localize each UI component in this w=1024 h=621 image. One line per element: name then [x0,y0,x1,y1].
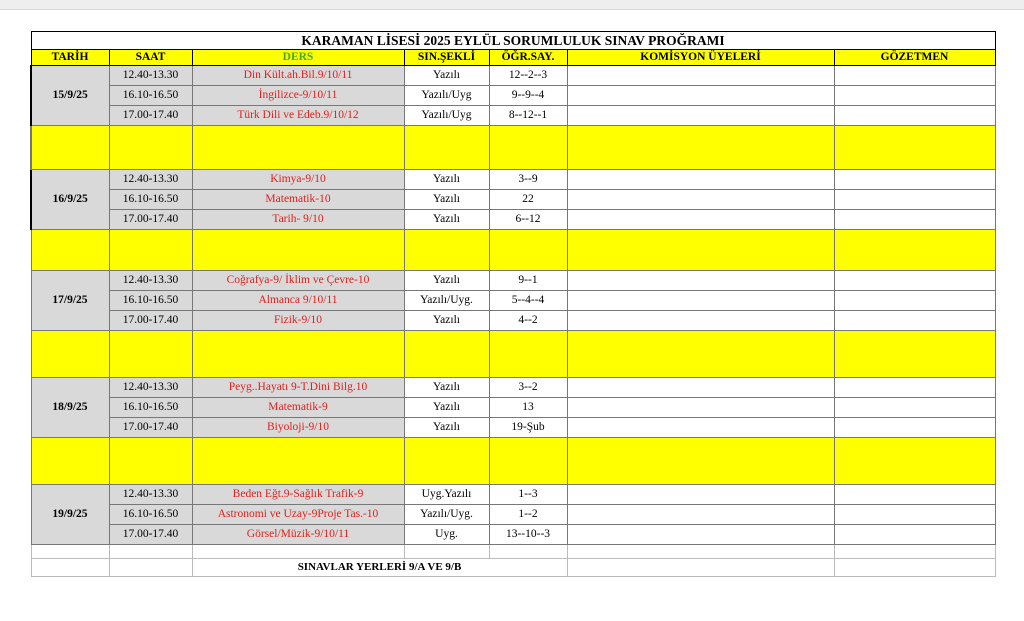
proctor-cell[interactable] [834,378,995,398]
subject-cell: Görsel/Müzik-9/10/11 [192,525,404,545]
spacer-cell [109,230,192,271]
committee-cell[interactable] [567,210,834,230]
table-row [31,271,995,291]
empty-cell [31,545,109,559]
spacer-cell [489,230,567,271]
table-row [31,311,995,331]
committee-cell[interactable] [567,485,834,505]
table-row [31,190,995,210]
student-count-cell: 9--9--4 [489,86,567,106]
time-cell: 12.40-13.30 [109,271,192,291]
empty-cell [834,559,995,577]
committee-cell[interactable] [567,170,834,190]
spacer-cell [834,126,995,170]
proctor-cell[interactable] [834,418,995,438]
committee-cell[interactable] [567,311,834,331]
student-count-cell: 1--2 [489,505,567,525]
table-row [31,170,995,190]
subject-cell: Coğrafya-9/ İklim ve Çevre-10 [192,271,404,291]
table-row [31,418,995,438]
table-row [31,66,995,86]
exam-type-cell: Yazılı [404,170,489,190]
exam-type-cell: Uyg. [404,525,489,545]
student-count-cell: 19-Şub [489,418,567,438]
student-count-cell: 4--2 [489,311,567,331]
spacer-cell [192,230,404,271]
time-cell: 16.10-16.50 [109,398,192,418]
proctor-cell[interactable] [834,525,995,545]
proctor-cell[interactable] [834,311,995,331]
exam-type-cell: Yazılı/Uyg. [404,291,489,311]
committee-cell[interactable] [567,378,834,398]
spacer-cell [834,438,995,485]
spacer-row [31,126,995,170]
table-row [31,525,995,545]
proctor-cell[interactable] [834,106,995,126]
time-cell: 12.40-13.30 [109,378,192,398]
empty-cell [109,545,192,559]
spacer-cell [489,438,567,485]
spacer-cell [834,230,995,271]
header-komisyon: KOMİSYON ÜYELERİ [567,50,834,66]
proctor-cell[interactable] [834,86,995,106]
header-ogrenci-sayisi: ÖĞR.SAY. [489,50,567,66]
empty-row [31,545,995,559]
date-cell: 18/9/25 [31,378,109,438]
committee-cell[interactable] [567,271,834,291]
proctor-cell[interactable] [834,485,995,505]
committee-cell[interactable] [567,66,834,86]
spacer-row [31,230,995,271]
committee-cell[interactable] [567,291,834,311]
spacer-cell [31,331,109,378]
proctor-cell[interactable] [834,170,995,190]
subject-cell: Fizik-9/10 [192,311,404,331]
empty-cell [489,545,567,559]
spacer-cell [834,331,995,378]
subject-cell: Türk Dili ve Edeb.9/10/12 [192,106,404,126]
committee-cell[interactable] [567,398,834,418]
table-row [31,398,995,418]
footer-row [31,559,995,577]
time-cell: 16.10-16.50 [109,291,192,311]
time-cell: 16.10-16.50 [109,86,192,106]
committee-cell[interactable] [567,505,834,525]
spacer-cell [489,331,567,378]
spacer-cell [31,438,109,485]
empty-cell [109,559,192,577]
student-count-cell: 13--10--3 [489,525,567,545]
header-saat: SAAT [109,50,192,66]
proctor-cell[interactable] [834,190,995,210]
exam-type-cell: Yazılı [404,66,489,86]
time-cell: 12.40-13.30 [109,170,192,190]
student-count-cell: 3--2 [489,378,567,398]
subject-cell: Din Kült.ah.Bil.9/10/11 [192,66,404,86]
time-cell: 17.00-17.40 [109,210,192,230]
subject-cell: Tarih- 9/10 [192,210,404,230]
subject-cell: Beden Eğt.9-Sağlık Trafik-9 [192,485,404,505]
proctor-cell[interactable] [834,398,995,418]
date-cell: 15/9/25 [31,66,109,126]
time-cell: 12.40-13.30 [109,66,192,86]
time-cell: 17.00-17.40 [109,418,192,438]
student-count-cell: 12--2--3 [489,66,567,86]
spacer-cell [567,230,834,271]
empty-cell [834,545,995,559]
spacer-cell [567,331,834,378]
student-count-cell: 8--12--1 [489,106,567,126]
header-tarih: TARİH [31,50,109,66]
empty-cell [567,545,834,559]
subject-cell: Matematik-10 [192,190,404,210]
subject-cell: Matematik-9 [192,398,404,418]
student-count-cell: 9--1 [489,271,567,291]
table-row [31,86,995,106]
time-cell: 17.00-17.40 [109,311,192,331]
committee-cell[interactable] [567,418,834,438]
subject-cell: Astronomi ve Uzay-9Proje Tas.-10 [192,505,404,525]
date-cell: 19/9/25 [31,485,109,545]
header-row [31,50,995,66]
exam-type-cell: Uyg.Yazılı [404,485,489,505]
spacer-cell [489,126,567,170]
exam-type-cell: Yazılı/Uyg [404,106,489,126]
committee-cell[interactable] [567,106,834,126]
header-sinav-sekli: SIN.ŞEKLİ [404,50,489,66]
spacer-row [31,331,995,378]
spacer-cell [567,126,834,170]
table-row [31,106,995,126]
spacer-cell [31,230,109,271]
exam-type-cell: Yazılı [404,398,489,418]
committee-cell[interactable] [567,86,834,106]
date-cell: 16/9/25 [31,170,109,230]
student-count-cell: 22 [489,190,567,210]
spacer-cell [404,331,489,378]
page-title: KARAMAN LİSESİ 2025 EYLÜL SORUMLULUK SINAV PROĞRAMI [31,32,995,50]
exam-type-cell: Yazılı [404,378,489,398]
student-count-cell: 1--3 [489,485,567,505]
spacer-row [31,438,995,485]
empty-cell [567,559,834,577]
proctor-cell[interactable] [834,66,995,86]
spacer-cell [109,126,192,170]
table-row [31,505,995,525]
exam-type-cell: Yazılı [404,210,489,230]
table-row [31,485,995,505]
exam-type-cell: Yazılı [404,271,489,291]
subject-cell: Kimya-9/10 [192,170,404,190]
time-cell: 12.40-13.30 [109,485,192,505]
exam-type-cell: Yazılı/Uyg [404,86,489,106]
spacer-cell [109,331,192,378]
table-row [31,378,995,398]
subject-cell: Biyoloji-9/10 [192,418,404,438]
date-cell: 17/9/25 [31,271,109,331]
spacer-cell [109,438,192,485]
exam-type-cell: Yazılı [404,190,489,210]
spacer-cell [567,438,834,485]
proctor-cell[interactable] [834,210,995,230]
student-count-cell: 3--9 [489,170,567,190]
empty-cell [404,545,489,559]
header-ders: DERS [192,50,404,66]
time-cell: 17.00-17.40 [109,106,192,126]
proctor-cell[interactable] [834,505,995,525]
spacer-cell [192,126,404,170]
spacer-cell [404,230,489,271]
exam-schedule-table [30,31,996,577]
exam-type-cell: Yazılı/Uyg. [404,505,489,525]
committee-cell[interactable] [567,525,834,545]
student-count-cell: 13 [489,398,567,418]
student-count-cell: 5--4--4 [489,291,567,311]
exam-type-cell: Yazılı [404,311,489,331]
subject-cell: Peyg..Hayatı 9-T.Dini Bilg.10 [192,378,404,398]
spacer-cell [404,438,489,485]
spacer-cell [31,126,109,170]
empty-cell [192,545,404,559]
committee-cell[interactable] [567,190,834,210]
spacer-cell [192,331,404,378]
student-count-cell: 6--12 [489,210,567,230]
subject-cell: Almanca 9/10/11 [192,291,404,311]
table-row [31,291,995,311]
exam-locations-note: SINAVLAR YERLERİ 9/A VE 9/B [192,559,567,577]
browser-top-strip [0,0,1024,10]
spacer-cell [404,126,489,170]
proctor-cell[interactable] [834,291,995,311]
time-cell: 16.10-16.50 [109,190,192,210]
exam-type-cell: Yazılı [404,418,489,438]
empty-cell [31,559,109,577]
table-row [31,210,995,230]
time-cell: 16.10-16.50 [109,505,192,525]
time-cell: 17.00-17.40 [109,525,192,545]
subject-cell: İngilizce-9/10/11 [192,86,404,106]
proctor-cell[interactable] [834,271,995,291]
header-gozetmen: GÖZETMEN [834,50,995,66]
spacer-cell [192,438,404,485]
